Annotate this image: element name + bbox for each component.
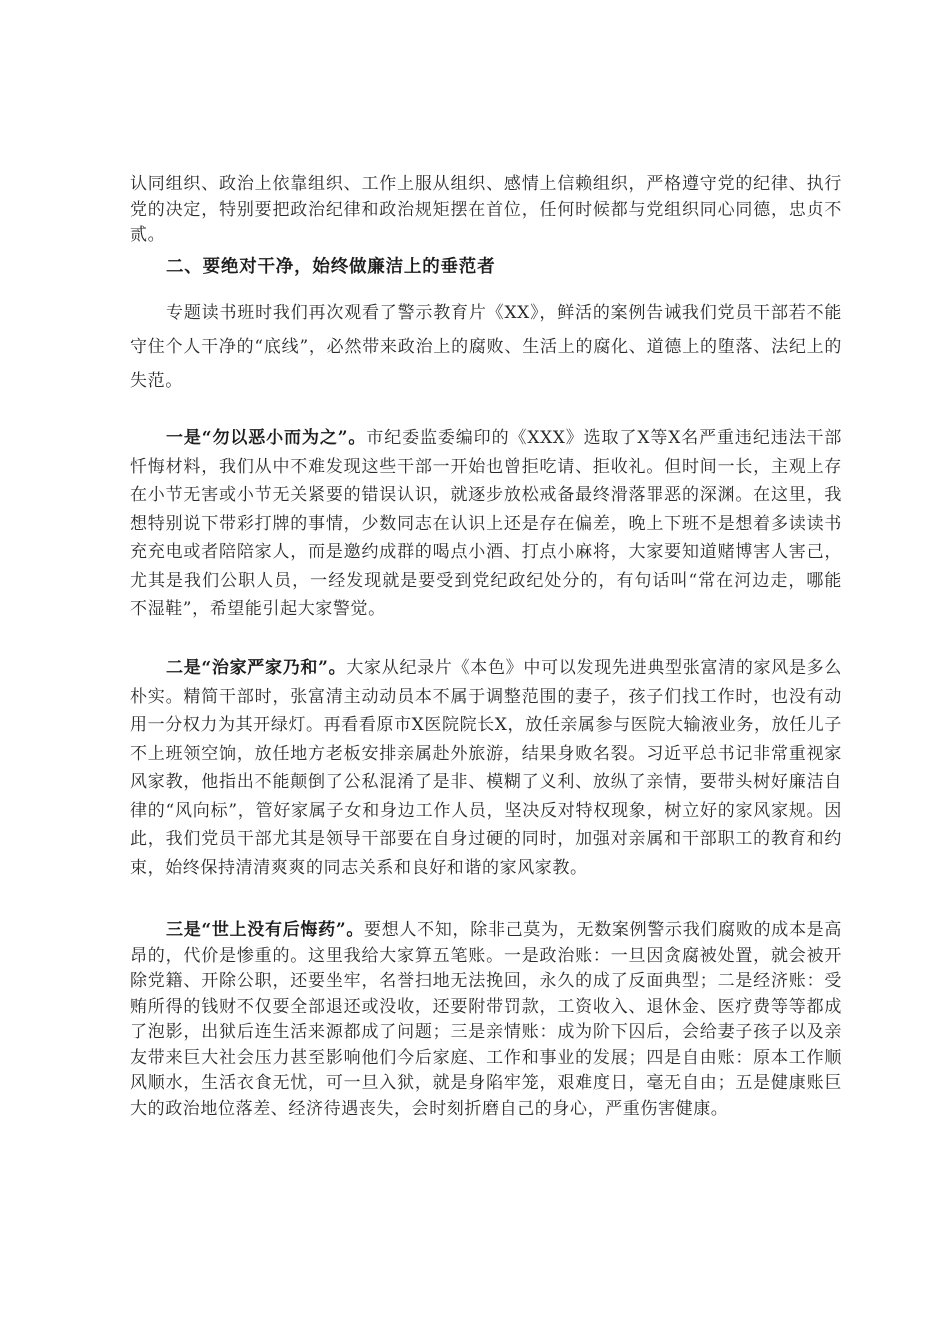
point-lead-3: 三是“世上没有后悔药”。 [166, 920, 365, 940]
intro-paragraph: 认同组织、政治上依靠组织、工作上服从组织、感情上信赖组织，严格遵守党的纪律、执行党的决定，特别要把政治纪律和政治规矩摆在首位，任何时候都与党组织同心同德，忠贞不贰。 [130, 174, 842, 245]
point-paragraph-1 [130, 424, 842, 624]
section-heading: 二、要绝对干净，始终做廉洁上的垂范者 [166, 257, 496, 277]
section-intro-paragraph: 专题读书班时我们再次观看了警示教育片《XX》，鲜活的案例告诫我们党员干部若不能守住个人干净的“底线”，必然带来政治上的腐败、生活上的腐化、道德上的堕落、法纪上的失范。 [130, 303, 842, 391]
point-paragraph-3 [130, 918, 842, 1122]
point-body-3: 要想人不知，除非己莫为，无数案例警示我们腐败的成本是高昂的，代价是惨重的。这里我给大家算五笔账。一是政治账：一旦因贪腐被处置，就会被开除党籍、开除公职，还要坐牢，名誉扫地无法挽回，永久的成了反面典型；二是经济账：受贿所得的钱财不仅要全部退还或没收，还要附带罚款，工资收入、退休金、医疗费等等都成了泡影，出狱后连生活来源都成了问题；三是亲情账：成为阶下囚后，会给妻子孩子以及亲友带来巨大社会压力甚至影响他们今后家庭、工作和事业的发展；四是自由账：原本工作顺风顺水，生活衣食无忧，可一旦入狱，就是身陷牢笼，艰难度日，毫无自由；五是健康账巨大的政治地位落差、经济待遇丧失，会时刻折磨自己的身心，严重伤害健康。 [130, 920, 842, 1119]
point-body-1: 市纪委监委编印的《XXX》选取了X等X名严重违纪违法干部忏悔材料，我们从中不难发现这些干部一开始也曾拒吃请、拒收礼。但时间一长，主观上存在小节无害或小节无关紧要的错误认识，就逐步放松戒备最终滑落罪恶的深渊。在这里，我想特别说下带彩打牌的事情，少数同志在认识上还是存在偏差，晚上下班不是想着多读读书充充电或者陪陪家人，而是邀约成群的喝点小酒、打点小麻将，大家要知道赌博害人害己，尤其是我们公职人员，一经发现就是要受到党纪政纪处分的，有句话叫“常在河边走，哪能不湿鞋”，希望能引起大家警觉。 [130, 428, 843, 619]
point-lead-1: 一是“勿以恶小而为之”。 [166, 428, 367, 448]
point-lead-2: 二是“治家严家乃和”。 [166, 658, 347, 678]
point-body-2: 大家从纪录片《本色》中可以发现先进典型张富清的家风是多么朴实。精简干部时，张富清主动动员本不属于调整范围的妻子，孩子们找工作时，也没有动用一分权力为其开绿灯。再看看原市X医院院长X，放任亲属参与医院大输液业务，放任儿子不上班领空饷，放任地方老板安排亲属赴外旅游，结果身败名裂。习近平总书记非常重视家风家教，他指出不能颠倒了公私混淆了是非、模糊了义利、放纵了亲情，要带头树好廉洁自律的“风向标”，管好家属子女和身边工作人员，坚决反对特权现象，树立好的家风家规。因此，我们党员干部尤其是领导干部要在自身过硬的同时，加强对亲属和干部职工的教育和约束，始终保持清清爽爽的同志关系和良好和谐的家风家教。 [130, 658, 842, 878]
point-paragraph-2 [130, 654, 842, 882]
